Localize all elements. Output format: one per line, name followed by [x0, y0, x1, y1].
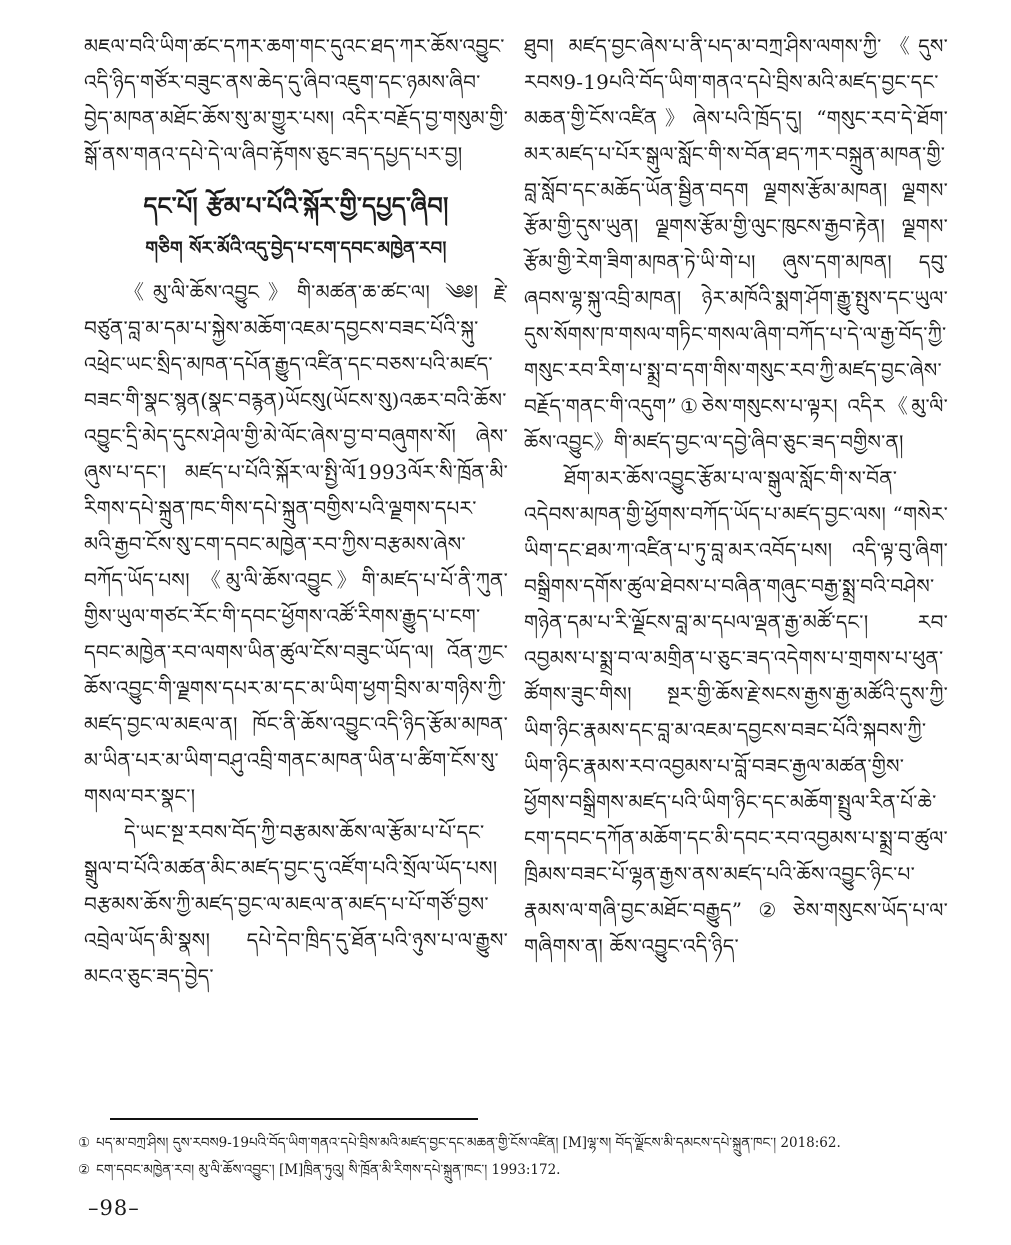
body-paragraph-2-continued: ཐུབ། མཛད་བྱང་ཞེས་པ་ནི་པད་མ་བཀྲ་ཤིས་ལགས་ཀྱི་《དུས་རབས9-19པའི་བོད་ཡིག་གནའ་དཔེ་བྲིས་མའི་མཛད་བྱང་དང་མཆན་གྱི་ངོས་འཛིན》ཞེས་པའི་ཁྲོད་དུ། “གསུང་རབ་དེ་ཐོག་མར་མཛད་པ་པོར་སྒུལ་སློང་གི་ས་བོན་ཐད་ཀར་བསྐྲུན་མཁན་གྱི་བླ་སློབ་དང་མཆོད་ཡོན་སྦྱིན་བདག ལྗགས་རྩོམ་མཁན། ལྗགས་རྩོམ་གྱི་དུས་ཡུན། ལྗགས་རྩོམ་གྱི་ལུང་ཁུངས་རྒྱབ་རྟེན། ལྗགས་རྩོམ་གྱི་རེག་ཟིག་མཁན་ཏེ་ཡི་གེ་པ། ཞུས་དག་མཁན། དབུ་ཞབས་ལྷ་སྐུ་འབྲི་མཁན། ཉེར་མཁོའི་སྨག་ཤོག་རྒྱུ་སྤུས་དང་ཡུལ་དུས་སོགས་ཁ་གསལ་གཏིང་གསལ་ཞིག་བཀོད་པ་དེ་ལ་རྒྱ་བོད་ཀྱི་གསུང་རབ་རིག་པ་སྨྲ་བ་དག་གིས་གསུང་རབ་ཀྱི་མཛད་བྱང་ཞེས་བརྗོད་གནང་གི་འདུག”①ཅེས་གསུངས་པ་ལྟར། འདིར《མུ་ལི་ཆོས་འབྱུང》གི་མཛད་བྱང་ལ་དབྱེ་ཞིབ་ཅུང་ཟད་བགྱིས་ན། — [524, 34, 948, 454]
footnote-1-marker: ① — [78, 1135, 91, 1151]
footnote-2-text: ངག་དབང་མཁྱེན་རབ། མུ་ལི་ཆོས་འབྱུང་། [M]ཁྲིན་ཏུའུ། སི་ཁྲོན་མི་རིགས་དཔེ་སྐྲུན་ཁང་། 1993:172. — [96, 1162, 561, 1178]
intro-paragraph: མཇལ་བའི་ཡིག་ཚང་དཀར་ཆག་གང་དུའང་ཐད་ཀར་ཆོས་འབྱུང་འདི་ཉིད་གཙོར་བཟུང་ནས་ཆེད་དུ་ཞིབ་འཇུག་དང་ཉམས་ཞིབ་བྱེད་མཁན་མཐོང་ཆོས་སུ་མ་གྱུར་པས། འདིར་བརྗོད་བྱ་གསུམ་གྱི་སྒོ་ནས་གནའ་དཔེ་དེ་ལ་ཞིབ་རྟོགས་ཅུང་ཟད་དཔྱད་པར་བྱ། — [84, 34, 508, 166]
footnote-2-marker: ② — [78, 1162, 91, 1178]
left-column — [84, 28, 508, 994]
right-column — [524, 28, 948, 964]
subsection-heading: གཅིག སོར་མོའི་འདུ་བྱེད་པ་ངག་དབང་མཁྱེན་རབ། — [145, 238, 447, 259]
footnote-1-text: པད་མ་བཀྲ་ཤིས། དུས་རབས9-19པའི་བོད་ཡིག་གནའ་དཔེ་བྲིས་མའི་མཛད་བྱང་དང་མཆན་གྱི་ངོས་འཛིན། [M]ལྷ་ས། བོད་ལྗོངས་མི་དམངས་དཔེ་སྐྲུན་ཁང་། 2018:62. — [96, 1135, 841, 1151]
footnote-2 — [78, 1157, 946, 1184]
section-heading: དང་པོ། རྩོམ་པ་པོའི་སྐོར་གྱི་དཔྱད་ཞིབ། — [143, 191, 449, 220]
footnote-area — [78, 1118, 946, 1184]
page-number: –98– — [88, 1196, 140, 1220]
body-paragraph-3: ཐོག་མར་ཆོས་འབྱུང་རྩོམ་པ་ལ་སྒུལ་སློང་གི་ས་བོན་འདེབས་མཁན་གྱི་ཕྱོགས་བཀོད་ཡོད་པ་མཛད་བྱང་ལས། “གསེར་ཡིག་དང་ཐམ་ཀ་འཛིན་པ་ཏུ་བླ་མར་འབོད་པས། འདི་ལྟ་བུ་ཞིག་བསྒྲིགས་དགོས་ཚུལ་ཐེབས་པ་བཞིན་གཞུང་བརྒྱ་སྨྲ་བའི་བཤེས་གཉེན་དམ་པ་རི་ལྗོངས་བླ་མ་དཔལ་ལྡན་རྒྱ་མཚོ་དང་། རབ་འབྱམས་པ་སྨྲ་བ་ལ་མགྲིན་པ་ཅུང་ཟད་འདེགས་པ་གྲགས་པ་ཕུན་ཚོགས་ཟུང་གིས། སྔར་གྱི་ཆོས་རྗེ་སངས་རྒྱས་རྒྱ་མཚོའི་དུས་ཀྱི་ཡིག་ཉིང་རྣམས་དང་བླ་མ་འཇམ་དབྱངས་བཟང་པོའི་སྐབས་ཀྱི་ཡིག་ཉིང་རྣམས་རབ་འབྱམས་པ་བློ་བཟང་རྒྱལ་མཚན་གྱིས་ཕྱོགས་བསྒྲིགས་མཛད་པའི་ཡིག་ཉིང་དང་མཆོག་སྤྲུལ་རིན་པོ་ཆེ་ངག་དབང་དཀོན་མཆོག་དང་མི་དབང་རབ་འབྱམས་པ་སྨྲ་བ་ཚུལ་ཁྲིམས་བཟང་པོ་ལྷན་རྒྱས་ནས་མཛད་པའི་ཆོས་འབྱུང་ཉིང་པ་རྣམས་ལ་གཞི་བྱང་མཐོང་བརྒྱུད”②ཅེས་གསུངས་ཡོད་པ་ལ་གཞིགས་ན། ཆོས་འབྱུང་འདི་ཉིད་ — [524, 466, 949, 958]
body-paragraph-2: དེ་ཡང་སྔ་རབས་བོད་ཀྱི་བརྩམས་ཆོས་ལ་རྩོམ་པ་པོ་དང་སྒྲུལ་བ་པོའི་མཚན་མིང་མཛད་བྱང་དུ་འཛོག་པའི་སྲོལ་ཡོད་པས། བརྩམས་ཆོས་ཀྱི་མཛད་བྱང་ལ་མཇལ་ན་མཛད་པ་པོ་གཙོ་བྱས་འབྲེལ་ཡོད་མི་སྣས། དཔེ་དེབ་ཁྲིད་དུ་ཐོན་པའི་ཉུས་པ་ལ་རྒྱུས་མངའ་ཅུང་ཟད་བྱེད་ — [84, 820, 508, 988]
footnote-divider — [110, 1118, 478, 1120]
body-paragraph-1: 《མུ་ལི་ཆོས་འབྱུང》གི་མཚན་ཆ་ཚང་ལ། ༄༅། རྗེ་བཙུན་བླ་མ་དམ་པ་སྐྱེས་མཆོག་འཇམ་དབྱངས་བཟང་པོའི་སྐུ་འཕྲེང་ཡང་སྲིད་མཁན་དཔོན་རྒྱུད་འཛིན་དང་བཅས་པའི་མཛད་བཟང་གི་སྣང་སྙན(སྣང་བརྙན)ཡོངསུ(ཡོངས་སུ)འཆར་བའི་ཆོས་འབྱུང་དྲི་མེད་དུངས་ཤེལ་གྱི་མེ་ལོང་ཞེས་བྱ་བ་བཞུགས་སོ། ཞེས་ཞུས་པ་དང་། མཛད་པ་པོའི་སྐོར་ལ་སྤྱི་ལོ1993ལོར་སི་ཁྲོན་མི་རིགས་དཔེ་སྐྲུན་ཁང་གིས་དཔེ་སྐྲུན་བགྱིས་པའི་ལྗགས་དཔར་མའི་རྒྱབ་ངོས་སུ་ངག་དབང་མཁྱེན་རབ་ཀྱིས་བརྩམས་ཞེས་བཀོད་ཡོད་པས། 《མུ་ལི་ཆོས་འབྱུང》གི་མཛད་པ་པོ་ནི་ཀུན་གྱིས་ཡུལ་གཙང་རོང་གི་དབང་ཕྱོགས་འཚོ་རིགས་རྒྱུད་པ་ངག་དབང་མཁྱེན་རབ་ལགས་ཡིན་ཚུལ་ངོས་བཟུང་ཡོད་ལ། འོན་ཀྱང་ཆོས་འབྱུང་གི་ལྗགས་དཔར་མ་དང་མ་ཡིག་ཕྱག་བྲིས་མ་གཉིས་ཀྱི་མཛད་བྱང་ལ་མཇལ་ན། ཁོང་ནི་ཆོས་འབྱུང་འདི་ཉིད་རྩོམ་མཁན་མ་ཡིན་པར་མ་ཡིག་བཤུ་འབྲི་གནང་མཁན་ཡིན་པ་ཚིག་ངོས་སུ་གསལ་བར་སྣང་། — [84, 280, 508, 808]
footnote-1 — [78, 1130, 946, 1157]
